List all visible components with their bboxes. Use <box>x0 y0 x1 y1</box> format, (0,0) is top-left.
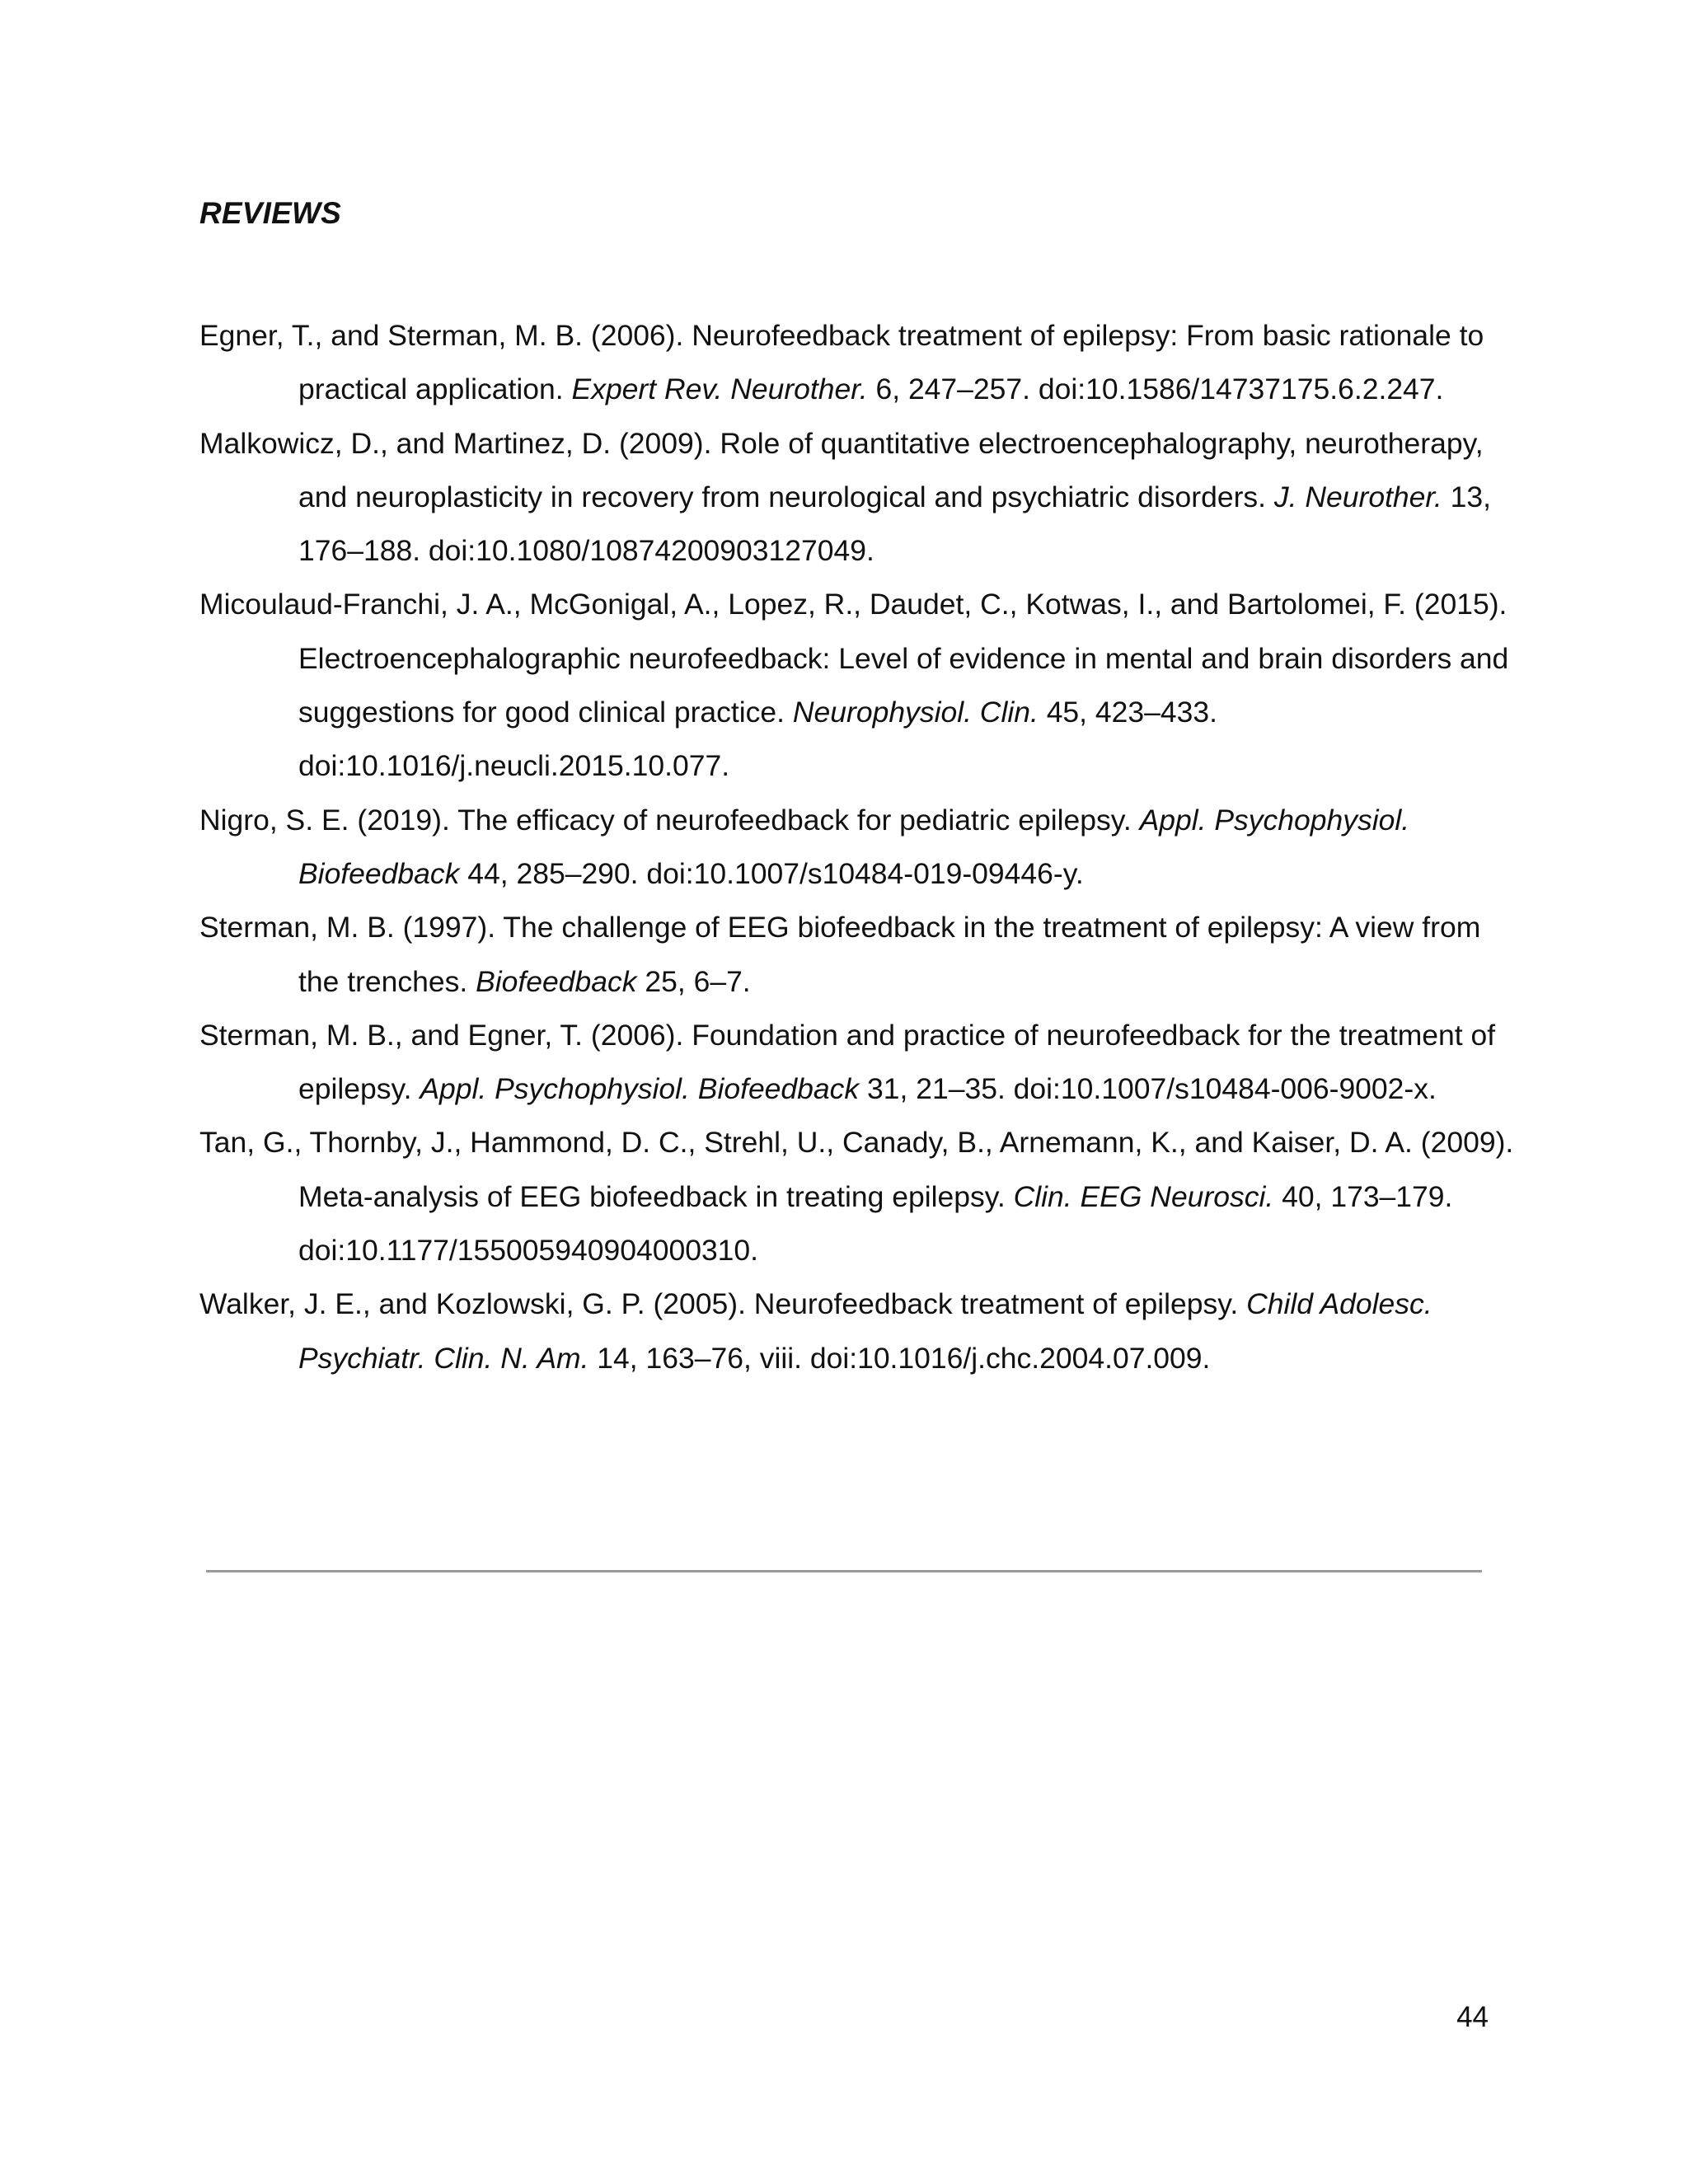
journal-name: Appl. Psychophysiol. Biofeedback <box>420 1072 860 1106</box>
reference-text: Egner, T., and Sterman, M. B. (2006). Neurofeedback treatment of epilepsy: From basic rationale to practical application. <box>199 319 1484 406</box>
page-number: 44 <box>1456 2001 1489 2033</box>
reference-item <box>199 901 1518 1009</box>
reference-text: Malkowicz, D., and Martinez, D. (2009). Role of quantitative electroencephalography, neurotherapy, and neuroplasticity in recovery from neurological and psychiatric disorders. <box>199 426 1484 513</box>
reference-item <box>199 794 1518 902</box>
reference-text: Nigro, S. E. (2019). The efficacy of neurofeedback for pediatric epilepsy. <box>199 803 1140 837</box>
reference-item <box>199 1277 1518 1385</box>
horizontal-divider <box>206 1570 1482 1572</box>
reference-item <box>199 578 1518 793</box>
reference-citation: 45, 423–433. doi:10.1016/j.neucli.2015.10.077. <box>298 696 1217 783</box>
journal-name: Clin. EEG Neurosci. <box>1013 1179 1274 1213</box>
reference-citation: 31, 21–35. doi:10.1007/s10484-006-9002-x. <box>859 1072 1437 1106</box>
journal-name: Child Adolesc. Psychiatr. Clin. N. Am. <box>298 1287 1432 1375</box>
reference-item <box>199 1116 1518 1277</box>
reference-item <box>199 1009 1518 1117</box>
reference-citation: 14, 163–76, viii. doi:10.1016/j.chc.2004.07.009. <box>588 1341 1211 1375</box>
reference-text: Micoulaud-Franchi, J. A., McGonigal, A., Lopez, R., Daudet, C., Kotwas, I., and Bartolomei, F. (2015). Electroencephalographic neurofeedback: Level of evidence in mental and brain disorders and suggestions for good clinical practice. <box>199 588 1509 729</box>
reference-text: Sterman, M. B. (1997). The challenge of EEG biofeedback in the treatment of epilepsy: A view from the trenches. <box>199 911 1481 998</box>
reference-citation: 25, 6–7. <box>636 964 751 998</box>
journal-name: Expert Rev. Neurother. <box>571 373 868 406</box>
reference-citation: 13, 176–188. doi:10.1080/10874200903127049. <box>298 480 1492 568</box>
reference-citation: 6, 247–257. doi:10.1586/14737175.6.2.247. <box>867 373 1444 406</box>
reference-text: Sterman, M. B., and Egner, T. (2006). Foundation and practice of neurofeedback for the treatment of epilepsy. <box>199 1018 1496 1106</box>
reference-list <box>199 309 1518 1385</box>
journal-name: Biofeedback <box>476 964 637 998</box>
reference-text: Tan, G., Thornby, J., Hammond, D. C., Strehl, U., Canady, B., Arnemann, K., and Kaiser, D. A. (2009). Meta-analysis of EEG biofeedback in treating epilepsy. <box>199 1126 1514 1213</box>
reference-item <box>199 417 1518 579</box>
reference-citation: 40, 173–179. doi:10.1177/155005940904000310. <box>298 1179 1453 1268</box>
journal-name: J. Neurother. <box>1273 480 1442 513</box>
reference-text: Walker, J. E., and Kozlowski, G. P. (2005). Neurofeedback treatment of epilepsy. <box>199 1287 1247 1321</box>
reference-item <box>199 309 1518 417</box>
section-title: REVIEWS <box>199 196 342 230</box>
reference-citation: 44, 285–290. doi:10.1007/s10484-019-09446-y. <box>459 856 1084 890</box>
journal-name: Neurophysiol. Clin. <box>792 696 1039 729</box>
journal-name: Appl. Psychophysiol. Biofeedback <box>298 803 1410 890</box>
